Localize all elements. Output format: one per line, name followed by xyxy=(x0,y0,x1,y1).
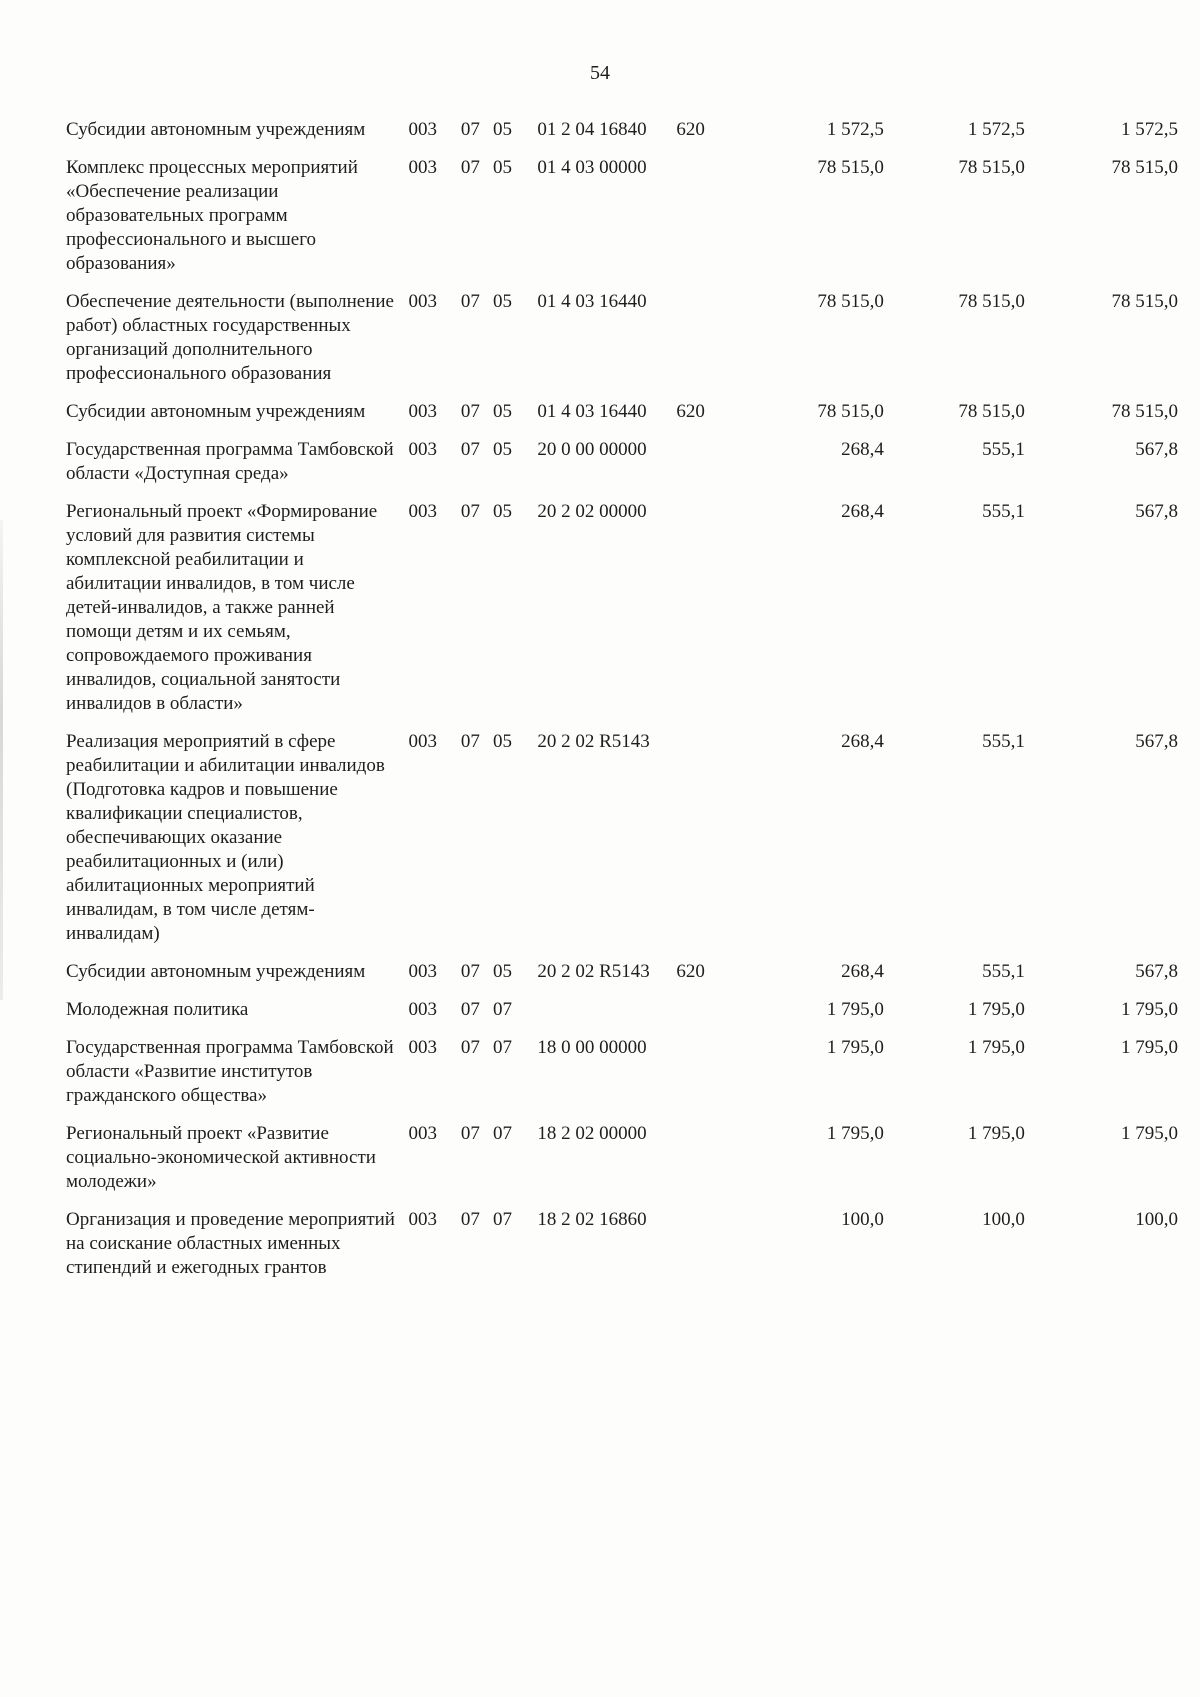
expense-type-code xyxy=(676,430,732,492)
amount-year-1: 1 795,0 xyxy=(826,1037,884,1058)
table-body xyxy=(66,110,1178,1286)
admin-code: 003 xyxy=(408,999,437,1020)
expense-type-code xyxy=(676,1028,732,1114)
target-article-code: 01 2 04 16840 xyxy=(537,119,647,140)
amount-year-3: 567,8 xyxy=(1135,439,1178,460)
subsection-code: 05 xyxy=(493,291,513,312)
amount-year-2: 555,1 xyxy=(982,731,1025,752)
subsection-code: 05 xyxy=(493,501,513,522)
expense-type-code xyxy=(676,1114,732,1200)
subsection-code: 05 xyxy=(493,119,513,140)
admin-code: 003 xyxy=(408,401,437,422)
section-code: 07 xyxy=(460,501,480,522)
expense-type-code xyxy=(676,722,732,952)
amount-year-1: 78 515,0 xyxy=(817,157,884,178)
row-name: Субсидии автономным учреждениям xyxy=(66,119,366,140)
table-row xyxy=(66,282,1178,392)
expense-type-code: 620 xyxy=(676,119,705,140)
section-code: 07 xyxy=(460,1037,480,1058)
amount-year-2: 555,1 xyxy=(982,439,1025,460)
table-row xyxy=(66,1200,1178,1286)
amount-year-3: 1 795,0 xyxy=(1121,999,1178,1020)
expense-type-code xyxy=(676,1200,732,1286)
row-name: Реализация мероприятий в сфере реабилитации и абилитации инвалидов (Подготовка кадров и повышение квалификации специалистов, обеспечивающих оказание реабилитационных и (или) абилитационных мероприятий инвалидам, в том числе детям-инвалидам) xyxy=(66,731,385,944)
section-code: 07 xyxy=(460,961,480,982)
amount-year-1: 268,4 xyxy=(841,731,884,752)
section-code: 07 xyxy=(460,439,480,460)
row-name: Комплекс процессных мероприятий «Обеспечение реализации образовательных программ профессионального и высшего образования» xyxy=(66,157,358,274)
subsection-code: 07 xyxy=(493,1123,513,1144)
target-article-code xyxy=(537,990,676,1028)
target-article-code: 18 2 02 00000 xyxy=(537,1123,647,1144)
row-name: Субсидии автономным учреждениям xyxy=(66,961,366,982)
page-number: 54 xyxy=(590,62,610,84)
row-name: Субсидии автономным учреждениям xyxy=(66,401,366,422)
amount-year-1: 268,4 xyxy=(841,439,884,460)
target-article-code: 01 4 03 16440 xyxy=(537,401,647,422)
budget-table xyxy=(66,110,1178,1286)
amount-year-1: 78 515,0 xyxy=(817,291,884,312)
target-article-code: 20 2 02 R5143 xyxy=(537,731,650,752)
subsection-code: 05 xyxy=(493,157,513,178)
subsection-code: 05 xyxy=(493,961,513,982)
scan-edge-shadow xyxy=(0,520,3,1000)
row-name: Государственная программа Тамбовской области «Доступная среда» xyxy=(66,439,394,484)
table-row xyxy=(66,990,1178,1028)
amount-year-2: 100,0 xyxy=(982,1209,1025,1230)
target-article-code: 01 4 03 00000 xyxy=(537,157,647,178)
table-row xyxy=(66,392,1178,430)
amount-year-1: 1 572,5 xyxy=(826,119,884,140)
amount-year-2: 78 515,0 xyxy=(958,291,1025,312)
section-code: 07 xyxy=(460,731,480,752)
admin-code: 003 xyxy=(408,157,437,178)
amount-year-3: 567,8 xyxy=(1135,501,1178,522)
table-row xyxy=(66,110,1178,148)
subsection-code: 05 xyxy=(493,439,513,460)
amount-year-3: 1 572,5 xyxy=(1121,119,1178,140)
amount-year-1: 78 515,0 xyxy=(817,401,884,422)
table-row xyxy=(66,722,1178,952)
amount-year-1: 1 795,0 xyxy=(826,999,884,1020)
table-row xyxy=(66,952,1178,990)
amount-year-3: 1 795,0 xyxy=(1121,1037,1178,1058)
amount-year-2: 78 515,0 xyxy=(958,401,1025,422)
amount-year-3: 1 795,0 xyxy=(1121,1123,1178,1144)
amount-year-3: 78 515,0 xyxy=(1111,157,1178,178)
row-name: Региональный проект «Формирование условий для развития системы комплексной реабилитации и абилитации инвалидов, в том числе детей-инвалидов, а также ранней помощи детям и их семьям, сопровождаемого проживания инвалидов, социальной занятости инвалидов в области» xyxy=(66,501,378,714)
table-row xyxy=(66,430,1178,492)
section-code: 07 xyxy=(460,119,480,140)
amount-year-1: 1 795,0 xyxy=(826,1123,884,1144)
amount-year-1: 268,4 xyxy=(841,501,884,522)
table-row xyxy=(66,1114,1178,1200)
subsection-code: 07 xyxy=(493,1037,513,1058)
amount-year-2: 555,1 xyxy=(982,501,1025,522)
amount-year-2: 555,1 xyxy=(982,961,1025,982)
amount-year-2: 78 515,0 xyxy=(958,157,1025,178)
section-code: 07 xyxy=(460,1209,480,1230)
admin-code: 003 xyxy=(408,291,437,312)
expense-type-code: 620 xyxy=(676,961,705,982)
amount-year-3: 78 515,0 xyxy=(1111,291,1178,312)
table-row xyxy=(66,1028,1178,1114)
expense-type-code xyxy=(676,148,732,282)
amount-year-1: 268,4 xyxy=(841,961,884,982)
row-name: Региональный проект «Развитие социально-экономической активности молодежи» xyxy=(66,1123,376,1192)
amount-year-2: 1 795,0 xyxy=(967,999,1025,1020)
expense-type-code xyxy=(676,282,732,392)
amount-year-3: 100,0 xyxy=(1135,1209,1178,1230)
target-article-code: 18 0 00 00000 xyxy=(537,1037,647,1058)
expense-type-code xyxy=(676,492,732,722)
section-code: 07 xyxy=(460,999,480,1020)
amount-year-3: 567,8 xyxy=(1135,961,1178,982)
target-article-code: 20 2 02 00000 xyxy=(537,501,647,522)
subsection-code: 05 xyxy=(493,731,513,752)
admin-code: 003 xyxy=(408,119,437,140)
amount-year-1: 100,0 xyxy=(841,1209,884,1230)
row-name: Обеспечение деятельности (выполнение работ) областных государственных организаций дополнительного профессионального образования xyxy=(66,291,394,384)
row-name: Молодежная политика xyxy=(66,999,249,1020)
admin-code: 003 xyxy=(408,961,437,982)
subsection-code: 07 xyxy=(493,999,513,1020)
expense-type-code: 620 xyxy=(676,401,705,422)
section-code: 07 xyxy=(460,291,480,312)
row-name: Государственная программа Тамбовской области «Развитие институтов гражданского общества» xyxy=(66,1037,394,1106)
admin-code: 003 xyxy=(408,731,437,752)
table-row xyxy=(66,148,1178,282)
subsection-code: 07 xyxy=(493,1209,513,1230)
admin-code: 003 xyxy=(408,439,437,460)
target-article-code: 20 0 00 00000 xyxy=(537,439,647,460)
section-code: 07 xyxy=(460,157,480,178)
admin-code: 003 xyxy=(408,1037,437,1058)
subsection-code: 05 xyxy=(493,401,513,422)
table-row xyxy=(66,492,1178,722)
section-code: 07 xyxy=(460,1123,480,1144)
target-article-code: 01 4 03 16440 xyxy=(537,291,647,312)
amount-year-2: 1 572,5 xyxy=(967,119,1025,140)
amount-year-3: 567,8 xyxy=(1135,731,1178,752)
admin-code: 003 xyxy=(408,1123,437,1144)
section-code: 07 xyxy=(460,401,480,422)
admin-code: 003 xyxy=(408,1209,437,1230)
admin-code: 003 xyxy=(408,501,437,522)
target-article-code: 18 2 02 16860 xyxy=(537,1209,647,1230)
amount-year-3: 78 515,0 xyxy=(1111,401,1178,422)
expense-type-code xyxy=(676,990,732,1028)
row-name: Организация и проведение мероприятий на соискание областных именных стипендий и ежегодных грантов xyxy=(66,1209,395,1278)
amount-year-2: 1 795,0 xyxy=(967,1123,1025,1144)
amount-year-2: 1 795,0 xyxy=(967,1037,1025,1058)
target-article-code: 20 2 02 R5143 xyxy=(537,961,650,982)
